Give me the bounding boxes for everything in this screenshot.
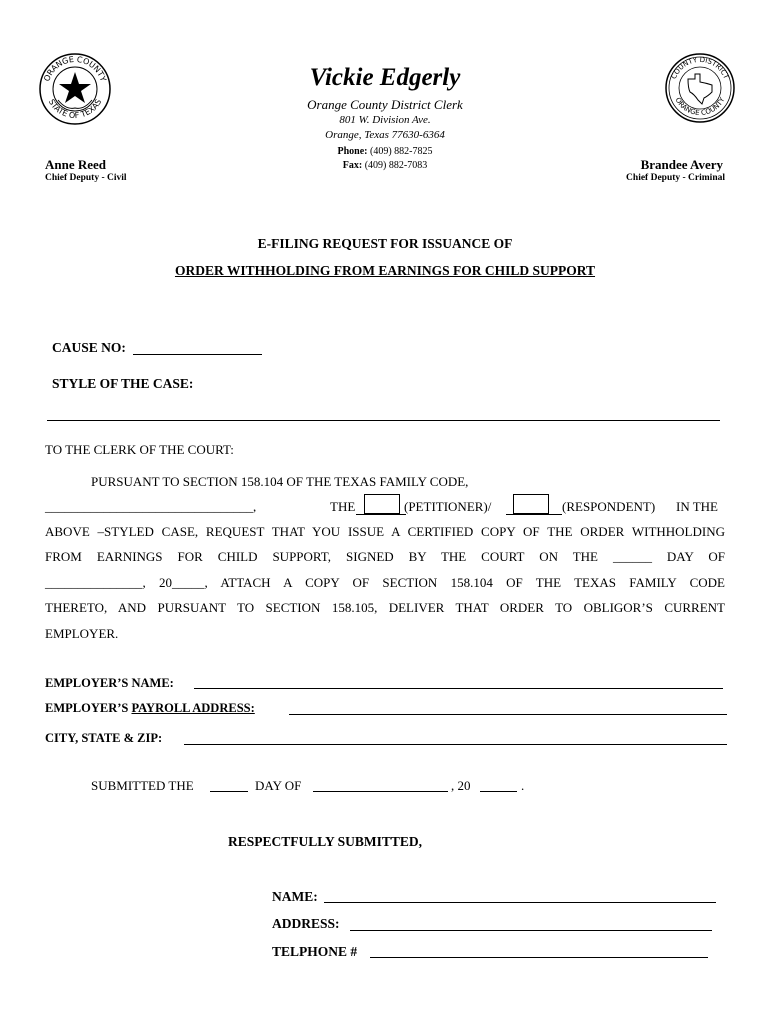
signer-name-label: NAME: bbox=[272, 889, 318, 904]
employer-payroll-label-a: EMPLOYER’S bbox=[45, 701, 129, 715]
cause-no-label: CAUSE NO: bbox=[52, 340, 126, 355]
respondent-label: (RESPONDENT) bbox=[562, 499, 656, 514]
paragraph-line-6: THERETO, AND PURSUANT TO SECTION 158.105, DELIVER THAT ORDER TO OBLIGOR’S CURRENT bbox=[45, 600, 725, 615]
employer-name-label: EMPLOYER’S NAME: bbox=[45, 676, 174, 690]
cause-no-field[interactable] bbox=[133, 354, 262, 355]
phone-label: Phone: bbox=[337, 146, 368, 157]
submitted-the-text: SUBMITTED THE bbox=[91, 778, 194, 793]
respondent-underline bbox=[506, 514, 562, 515]
paragraph-line-7: EMPLOYER. bbox=[45, 626, 119, 641]
paragraph-line-3: ABOVE –STYLED CASE, REQUEST THAT YOU ISSUE A CERTIFIED COPY OF THE ORDER WITHHOLDING bbox=[45, 524, 725, 539]
petitioner-label: (PETITIONER)/ bbox=[404, 499, 492, 514]
paragraph-line-5: _______________, 20_____, ATTACH A COPY OF SECTION 158.104 OF THE TEXAS FAMILY CODE bbox=[45, 575, 725, 590]
right-deputy-title: Chief Deputy - Criminal bbox=[626, 173, 725, 183]
respondent-checkbox[interactable] bbox=[513, 494, 549, 514]
employer-name-field[interactable] bbox=[194, 688, 723, 689]
phone-number: (409) 882-7825 bbox=[370, 146, 433, 157]
employer-payroll-label-b: PAYROLL ADDRESS: bbox=[131, 701, 255, 715]
svg-text:COUNTY DISTRICT: COUNTY DISTRICT bbox=[669, 55, 731, 81]
svg-text:ORANGE COUNTY: ORANGE COUNTY bbox=[42, 54, 108, 83]
right-deputy-name: Brandee Avery bbox=[640, 157, 723, 172]
paragraph-line-4: FROM EARNINGS FOR CHILD SUPPORT, SIGNED BY THE COURT ON THE ______ DAY OF bbox=[45, 549, 725, 564]
submitted-period: . bbox=[521, 778, 525, 793]
signer-address-field[interactable] bbox=[350, 930, 712, 931]
phone-line bbox=[0, 146, 770, 157]
signer-address-label: ADDRESS: bbox=[272, 916, 340, 931]
submitted-month-field[interactable] bbox=[313, 791, 448, 792]
employer-payroll-label bbox=[45, 701, 255, 716]
submitted-year-field[interactable] bbox=[480, 791, 517, 792]
city-state-zip-label: CITY, STATE & ZIP: bbox=[45, 731, 163, 745]
year-prefix-text: , 20 bbox=[451, 778, 471, 793]
submitted-day-field[interactable] bbox=[210, 791, 248, 792]
salutation: TO THE CLERK OF THE COURT: bbox=[45, 442, 234, 457]
clerk-title: Orange County District Clerk bbox=[307, 97, 463, 112]
city-state-zip-field[interactable] bbox=[184, 744, 727, 745]
svg-text:STATE OF TEXAS: STATE OF TEXAS bbox=[46, 97, 104, 121]
style-of-case-field[interactable] bbox=[47, 420, 720, 421]
signer-telephone-label: TELPHONE # bbox=[272, 944, 358, 959]
address-line-2: Orange, Texas 77630-6364 bbox=[325, 129, 445, 141]
fax-number: (409) 882-7083 bbox=[364, 160, 428, 171]
signer-name-field[interactable] bbox=[324, 902, 716, 903]
payroll-address-field[interactable] bbox=[289, 714, 727, 715]
left-deputy-title: Chief Deputy - Civil bbox=[45, 173, 127, 183]
clerk-name: Vickie Edgerly bbox=[309, 64, 461, 91]
petitioner-underline bbox=[356, 514, 406, 515]
svg-text:ORANGE COUNTY: ORANGE COUNTY bbox=[673, 96, 727, 118]
address-line-1: 801 W. Division Ave. bbox=[339, 114, 431, 126]
left-deputy-name: Anne Reed bbox=[45, 157, 107, 172]
party-name-blank: ________________________________, bbox=[45, 499, 257, 514]
the-word: THE bbox=[330, 499, 356, 514]
form-title-line-1: E-FILING REQUEST FOR ISSUANCE OF bbox=[257, 236, 513, 251]
form-title-line-2: ORDER WITHHOLDING FROM EARNINGS FOR CHILD SUPPORT bbox=[174, 263, 596, 278]
petitioner-checkbox[interactable] bbox=[364, 494, 400, 514]
paragraph-line-1: PURSUANT TO SECTION 158.104 OF THE TEXAS FAMILY CODE, bbox=[91, 474, 469, 489]
day-of-text: DAY OF bbox=[255, 778, 302, 793]
signer-telephone-field[interactable] bbox=[370, 957, 708, 958]
fax-label: Fax: bbox=[342, 160, 363, 171]
style-of-case-label: STYLE OF THE CASE: bbox=[52, 376, 194, 391]
in-the-text: IN THE bbox=[676, 499, 719, 514]
respectfully-submitted: RESPECTFULLY SUBMITTED, bbox=[228, 834, 423, 849]
